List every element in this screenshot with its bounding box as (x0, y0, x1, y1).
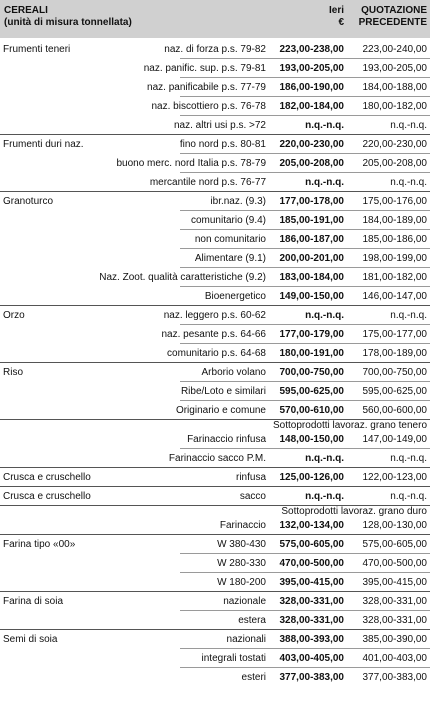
row-group: Farina tipo «00» (3, 539, 76, 550)
table-row (0, 154, 430, 173)
row-price-precedente: 175,00-176,00 (362, 196, 427, 207)
row-group: Frumenti duri naz. (3, 139, 84, 150)
table-row (0, 592, 430, 611)
row-price-precedente: 395,00-415,00 (362, 577, 427, 588)
table-row (0, 306, 430, 325)
row-price-ieri: n.q.-n.q. (305, 177, 344, 188)
row-price-ieri: 200,00-201,00 (279, 253, 344, 264)
row-group: Orzo (3, 310, 25, 321)
row-group: Crusca e cruschello (3, 472, 91, 483)
table-row (0, 192, 430, 211)
table-row (0, 59, 430, 78)
row-description: integrali tostati (201, 653, 266, 664)
row-price-ieri: 177,00-179,00 (279, 329, 344, 340)
table-row (0, 649, 430, 668)
row-description: comunitario p.s. 64-68 (167, 348, 266, 359)
row-price-ieri: 220,00-230,00 (279, 139, 344, 150)
row-description: naz. altri usi p.s. >72 (174, 120, 266, 131)
table-row (0, 506, 430, 535)
row-description: naz. panific. sup. p.s. 79-81 (143, 63, 266, 74)
row-description: Bioenergetico (204, 291, 266, 302)
row-price-precedente: 184,00-188,00 (362, 82, 427, 93)
row-price-ieri: 148,00-150,00 (279, 434, 344, 445)
row-price-ieri: 132,00-134,00 (279, 520, 344, 531)
table-row (0, 344, 430, 363)
row-price-ieri: 700,00-750,00 (279, 367, 344, 378)
row-group: Crusca e cruschello (3, 491, 91, 502)
row-price-ieri: 570,00-610,00 (279, 405, 344, 416)
row-price-precedente: 146,00-147,00 (362, 291, 427, 302)
row-group: Farina di soia (3, 596, 64, 607)
row-price-ieri: n.q.-n.q. (305, 453, 344, 464)
table-row (0, 97, 430, 116)
row-price-ieri: 125,00-126,00 (279, 472, 344, 483)
row-price-precedente: 128,00-130,00 (362, 520, 427, 531)
table-row (0, 630, 430, 649)
subheading: Sottoprodotti lavoraz. grano tenero (273, 420, 427, 431)
row-description: naz. panificabile p.s. 77-79 (147, 82, 266, 93)
header-ieri (300, 5, 344, 29)
row-price-precedente: 575,00-605,00 (362, 539, 427, 550)
table-row (0, 116, 430, 135)
header-ieri-label: Ieri (328, 5, 344, 16)
table-row (0, 78, 430, 97)
row-description: Ribe/Loto e similari (180, 386, 266, 397)
header-prec-line1: QUOTAZIONE (361, 5, 427, 16)
table-row (0, 268, 430, 287)
header-precedente (350, 5, 427, 29)
row-price-ieri: n.q.-n.q. (305, 310, 344, 321)
row-price-precedente: 175,00-177,00 (362, 329, 427, 340)
row-description: naz. leggero p.s. 60-62 (163, 310, 266, 321)
table-row (0, 173, 430, 192)
table-row (0, 325, 430, 344)
row-price-precedente: 178,00-189,00 (362, 348, 427, 359)
row-price-precedente: 205,00-208,00 (362, 158, 427, 169)
row-price-precedente: 147,00-149,00 (362, 434, 427, 445)
table-row (0, 211, 430, 230)
table-row (0, 230, 430, 249)
row-price-precedente: 385,00-390,00 (362, 634, 427, 645)
row-price-ieri: 575,00-605,00 (279, 539, 344, 550)
row-description: nazionali (226, 634, 266, 645)
row-description: comunitario (9.4) (190, 215, 266, 226)
table-row (0, 449, 430, 468)
row-price-ieri: 377,00-383,00 (279, 672, 344, 683)
row-description: Originario e comune (175, 405, 266, 416)
row-price-precedente: 223,00-240,00 (362, 44, 427, 55)
row-price-ieri: 183,00-184,00 (279, 272, 344, 283)
header-title (4, 5, 132, 29)
row-price-precedente: 180,00-182,00 (362, 101, 427, 112)
row-price-precedente: 560,00-600,00 (362, 405, 427, 416)
subheading: Sottoprodotti lavoraz. grano duro (281, 506, 427, 517)
header-ieri-currency: € (338, 17, 344, 28)
row-price-precedente: 401,00-403,00 (362, 653, 427, 664)
table-row (0, 611, 430, 630)
row-description: sacco (239, 491, 266, 502)
row-price-precedente: n.q.-n.q. (390, 120, 427, 131)
row-description: esteri (241, 672, 266, 683)
row-description: Naz. Zoot. qualità caratteristiche (9.2) (99, 272, 266, 283)
row-description: rinfusa (235, 472, 266, 483)
header-title-main: CEREALI (4, 5, 48, 16)
row-description: Farinaccio rinfusa (187, 434, 266, 445)
table-header (0, 0, 430, 38)
row-price-ieri: n.q.-n.q. (305, 491, 344, 502)
table-row (0, 420, 430, 449)
table-row (0, 535, 430, 554)
row-price-ieri: 193,00-205,00 (279, 63, 344, 74)
table-row (0, 554, 430, 573)
row-price-precedente: 122,00-123,00 (362, 472, 427, 483)
row-price-precedente: n.q.-n.q. (390, 310, 427, 321)
row-price-precedente: 193,00-205,00 (362, 63, 427, 74)
row-price-ieri: 328,00-331,00 (279, 615, 344, 626)
header-prec-line2: PRECEDENTE (358, 17, 427, 28)
row-description: naz. di forza p.s. 79-82 (164, 44, 266, 55)
row-price-ieri: 395,00-415,00 (279, 577, 344, 588)
table-row (0, 249, 430, 268)
row-price-precedente: 220,00-230,00 (362, 139, 427, 150)
row-price-precedente: 328,00-331,00 (362, 596, 427, 607)
row-description: W 380-430 (217, 539, 266, 550)
row-price-ieri: 185,00-191,00 (279, 215, 344, 226)
row-price-ieri: 223,00-238,00 (279, 44, 344, 55)
row-price-ieri: 177,00-178,00 (279, 196, 344, 207)
row-description: mercantile nord p.s. 76-77 (149, 177, 266, 188)
table-row (0, 135, 430, 154)
row-price-precedente: 700,00-750,00 (362, 367, 427, 378)
row-price-precedente: 595,00-625,00 (362, 386, 427, 397)
row-description: non comunitario (194, 234, 266, 245)
row-description: Farinaccio (219, 520, 266, 531)
row-description: W 280-330 (217, 558, 266, 569)
table-row (0, 468, 430, 487)
row-price-ieri: 470,00-500,00 (279, 558, 344, 569)
row-price-ieri: 595,00-625,00 (279, 386, 344, 397)
row-price-precedente: 470,00-500,00 (362, 558, 427, 569)
row-price-ieri: 328,00-331,00 (279, 596, 344, 607)
row-price-precedente: 328,00-331,00 (362, 615, 427, 626)
table-row (0, 573, 430, 592)
row-description: Farinaccio sacco P.M. (168, 453, 266, 464)
row-group: Riso (3, 367, 24, 378)
row-price-precedente: n.q.-n.q. (390, 177, 427, 188)
table-row (0, 487, 430, 506)
row-price-ieri: 186,00-187,00 (279, 234, 344, 245)
row-price-ieri: n.q.-n.q. (305, 120, 344, 131)
row-description: fino nord p.s. 80-81 (179, 139, 266, 150)
row-price-precedente: 184,00-189,00 (362, 215, 427, 226)
row-description: naz. biscottiero p.s. 76-78 (151, 101, 266, 112)
row-price-ieri: 180,00-191,00 (279, 348, 344, 359)
row-description: Arborio volano (201, 367, 266, 378)
row-price-precedente: n.q.-n.q. (390, 453, 427, 464)
row-price-precedente: 185,00-186,00 (362, 234, 427, 245)
row-price-precedente: 198,00-199,00 (362, 253, 427, 264)
row-price-precedente: n.q.-n.q. (390, 491, 427, 502)
row-price-ieri: 205,00-208,00 (279, 158, 344, 169)
table-row (0, 401, 430, 420)
row-description: nazionale (223, 596, 266, 607)
row-group: Semi di soia (3, 634, 58, 645)
row-description: estera (238, 615, 266, 626)
row-description: buono merc. nord Italia p.s. 78-79 (116, 158, 266, 169)
row-group: Frumenti teneri (3, 44, 71, 55)
row-description: W 180-200 (217, 577, 266, 588)
table-row (0, 382, 430, 401)
row-price-ieri: 403,00-405,00 (279, 653, 344, 664)
row-description: Alimentare (9.1) (194, 253, 266, 264)
header-title-unit: (unità di misura tonnellata) (4, 17, 132, 28)
row-description: ibr.naz. (9.3) (210, 196, 266, 207)
row-group: Granoturco (3, 196, 54, 207)
table-row (0, 363, 430, 382)
table-row (0, 287, 430, 306)
row-price-ieri: 388,00-393,00 (279, 634, 344, 645)
row-price-precedente: 181,00-182,00 (362, 272, 427, 283)
row-price-ieri: 149,00-150,00 (279, 291, 344, 302)
row-price-ieri: 186,00-190,00 (279, 82, 344, 93)
row-description: naz. pesante p.s. 64-66 (161, 329, 266, 340)
table-row (0, 40, 430, 59)
table-row (0, 668, 430, 687)
row-price-ieri: 182,00-184,00 (279, 101, 344, 112)
row-price-precedente: 377,00-383,00 (362, 672, 427, 683)
